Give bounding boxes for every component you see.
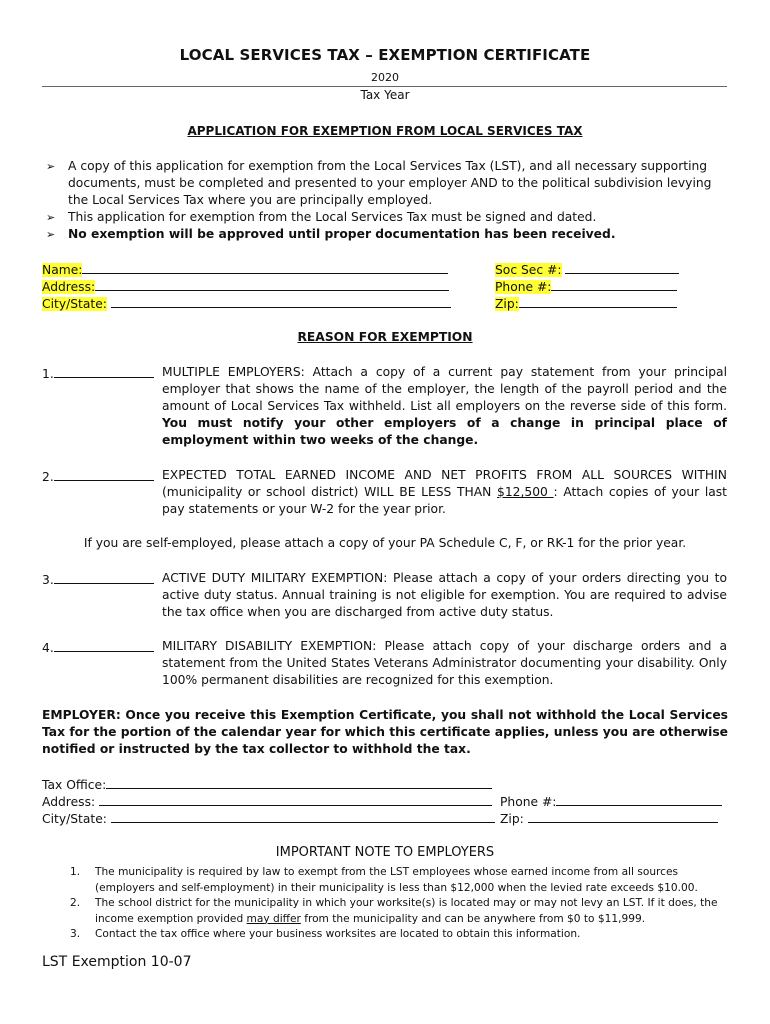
item-text: MULTIPLE EMPLOYERS: Attach a copy of a current pay statement from your principal employer that shows the name of the employer, the length of the payroll period and the amount of Local Services Tax withheld. List all employers on the reverse side of this form. You must notify your other employers of a change in principal place of employment within two weeks of the change. bbox=[162, 365, 727, 447]
tax-office-city-state-label: City/State: bbox=[42, 812, 107, 826]
name-input-line[interactable] bbox=[82, 260, 448, 274]
tax-office-address-input-line[interactable] bbox=[99, 792, 492, 806]
item-check-line[interactable] bbox=[54, 570, 154, 584]
soc-sec-label: Soc Sec #: bbox=[495, 263, 562, 277]
tax-year-line bbox=[42, 86, 727, 87]
item-check-line[interactable] bbox=[54, 467, 154, 481]
exemption-item-multiple-employers bbox=[42, 364, 727, 449]
item-number: 4. bbox=[42, 638, 154, 657]
exemption-item-income bbox=[42, 467, 727, 518]
phone-input-line[interactable] bbox=[551, 277, 677, 291]
soc-sec-input-line[interactable] bbox=[565, 260, 679, 274]
tax-office-label: Tax Office: bbox=[42, 778, 107, 792]
city-state-field[interactable] bbox=[42, 294, 451, 313]
arrow-bullet-icon: ➢ bbox=[46, 160, 56, 173]
item-check-line[interactable] bbox=[54, 638, 154, 652]
list-item: 3. Contact the tax office where your business worksites are located to obtain this information. bbox=[70, 928, 581, 940]
tax-office-phone-input-line[interactable] bbox=[556, 792, 722, 806]
income-threshold-amount: $12,500 bbox=[497, 485, 548, 499]
zip-input-line[interactable] bbox=[519, 294, 677, 308]
instructions-list bbox=[44, 158, 734, 243]
item-text: EXPECTED TOTAL EARNED INCOME AND NET PROFITS FROM ALL SOURCES WITHIN (municipality or school district) WILL BE LESS THAN $12,500 : Attach copies of your last pay statements or your W-2 for the year prior. bbox=[162, 468, 727, 516]
tax-office-zip-label: Zip: bbox=[500, 812, 524, 826]
important-notes-list bbox=[70, 865, 730, 943]
item-text: ACTIVE DUTY MILITARY EXEMPTION: Please attach a copy of your orders directing you to active duty status. Annual training is not eligible for exemption. You are required to advise the tax office when you are discharged from active duty status. bbox=[162, 571, 727, 619]
reason-heading: REASON FOR EXEMPTION bbox=[297, 330, 473, 344]
arrow-bullet-icon: ➢ bbox=[46, 211, 56, 224]
item-number: 3. bbox=[42, 570, 154, 589]
arrow-bullet-icon: ➢ bbox=[46, 228, 56, 241]
tax-year-label: Tax Year bbox=[360, 88, 410, 102]
list-item: 1. The municipality is required by law to exempt from the LST employees whose earned income from all sources (employers and self-employment) in their municipality is less than $12,000 when the levied rate exceeds $10.00. bbox=[70, 866, 698, 894]
zip-field[interactable] bbox=[495, 294, 677, 313]
phone-label: Phone #: bbox=[495, 280, 552, 294]
address-label: Address: bbox=[42, 280, 96, 294]
zip-label: Zip: bbox=[495, 297, 519, 311]
item-check-line[interactable] bbox=[54, 364, 154, 378]
tax-year-value[interactable]: 2020 bbox=[371, 71, 399, 84]
name-label: Name: bbox=[42, 263, 83, 277]
tax-office-city-state-input-line[interactable] bbox=[111, 809, 495, 823]
list-item: 2. The school district for the municipality in which your worksite(s) is located may or may not levy an LST. If it does, the income exemption provided may differ from the municipality and can be anywhere from $0 to $11,999. bbox=[70, 897, 718, 925]
tax-office-input-line[interactable] bbox=[106, 775, 492, 789]
employer-notice: EMPLOYER: Once you receive this Exemption Certificate, you shall not withhold the Local Services Tax for the portion of the calendar year for which this certificate applies, unless you are otherwise notified or instructed by the tax collector to withhold the tax. bbox=[42, 708, 728, 756]
tax-office-zip-input-line[interactable] bbox=[528, 809, 718, 823]
tax-office-address-label: Address: bbox=[42, 795, 96, 809]
list-item: ➢ This application for exemption from the Local Services Tax must be signed and dated. bbox=[46, 210, 597, 224]
important-note-heading: IMPORTANT NOTE TO EMPLOYERS bbox=[275, 845, 495, 860]
item-number: 2. bbox=[42, 467, 154, 486]
item-bold-notice: You must notify your other employers of a change in principal place of employment within two weeks of the change. bbox=[162, 416, 727, 447]
city-state-label: City/State: bbox=[42, 297, 107, 311]
list-item: ➢ No exemption will be approved until proper documentation has been received. bbox=[46, 227, 616, 241]
document-title: LOCAL SERVICES TAX – EXEMPTION CERTIFICATE bbox=[179, 46, 591, 64]
list-item: ➢ A copy of this application for exemption from the Local Services Tax (LST), and all necessary supporting documents, must be completed and presented to your employer AND to the political subdivision levying the Local Services Tax where you are principally employed. bbox=[46, 159, 712, 207]
exemption-item-military-disability bbox=[42, 638, 727, 689]
exemption-item-active-duty bbox=[42, 570, 727, 621]
tax-office-zip-field[interactable] bbox=[500, 809, 718, 828]
application-heading: APPLICATION FOR EXEMPTION FROM LOCAL SERVICES TAX bbox=[187, 124, 583, 138]
self-employed-note: If you are self-employed, please attach a copy of your PA Schedule C, F, or RK-1 for the prior year. bbox=[83, 536, 687, 550]
form-footer: LST Exemption 10-07 bbox=[42, 954, 192, 970]
tax-office-city-state-field[interactable] bbox=[42, 809, 495, 828]
address-input-line[interactable] bbox=[95, 277, 449, 291]
tax-office-phone-label: Phone #: bbox=[500, 795, 557, 809]
item-number: 1. bbox=[42, 364, 154, 383]
city-state-input-line[interactable] bbox=[111, 294, 451, 308]
item-text: MILITARY DISABILITY EXEMPTION: Please attach copy of your discharge orders and a statement from the United States Veterans Administrator documenting your disability. Only 100% permanent disabilities are recognized for this exemption. bbox=[162, 639, 727, 687]
